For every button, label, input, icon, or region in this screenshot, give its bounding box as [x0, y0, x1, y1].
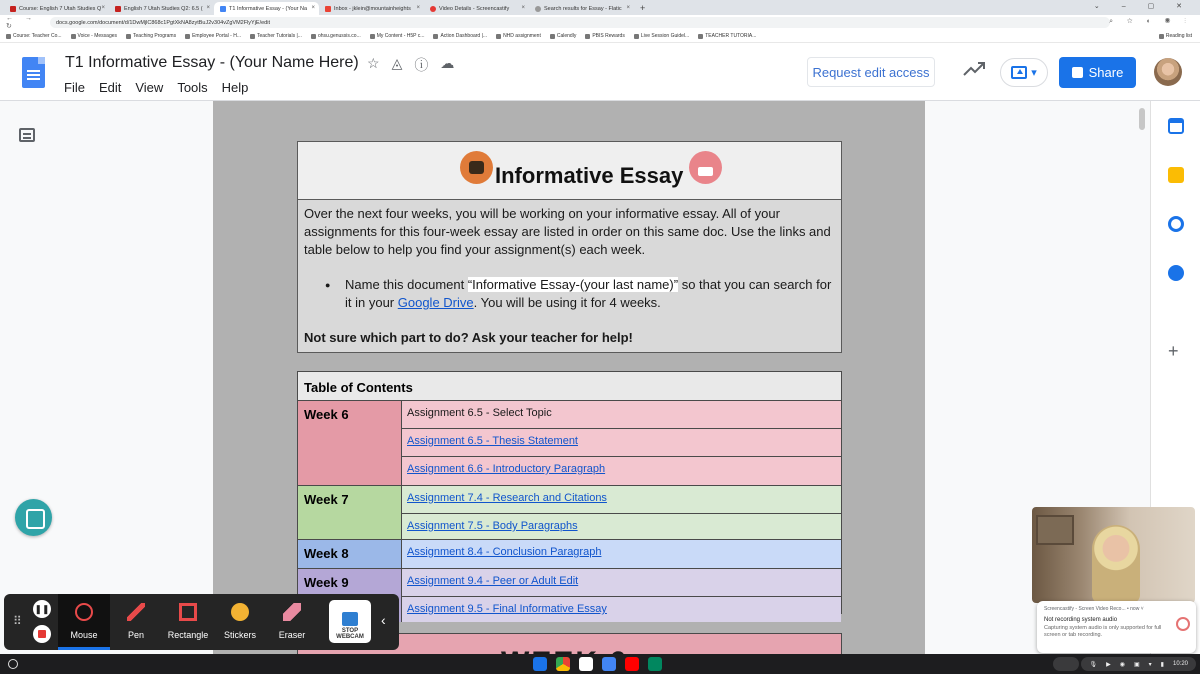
tool-stickers[interactable]: Stickers: [214, 594, 266, 650]
media-icon: ▶: [1106, 661, 1111, 668]
naming-instruction: ● Name this document “Informative Essay-(your last name)” so that you can search for it in your Google Drive. You will be using it for 4 weeks.: [304, 276, 835, 312]
table-row: [298, 486, 841, 540]
files-icon[interactable]: [533, 657, 547, 671]
nav-buttons[interactable]: ← → ↻: [6, 15, 37, 30]
notification-app: Screencastify - Screen Video Reco... • now ˅: [1044, 606, 1144, 612]
add-addon-icon[interactable]: +: [1168, 341, 1179, 361]
tool-rectangle[interactable]: Rectangle: [162, 594, 214, 650]
menu-edit[interactable]: Edit: [98, 80, 122, 95]
lock-icon: [1072, 67, 1083, 78]
assignment-link[interactable]: Assignment 6.6 - Introductory Paragraph: [407, 463, 606, 475]
collapse-toolbar-icon[interactable]: ‹: [381, 612, 386, 628]
app-dock: [533, 657, 662, 671]
star-icon[interactable]: ☆: [367, 55, 380, 71]
bookmark-icon: [496, 34, 501, 39]
notification-body: Capturing system audio is only supported for full screen or tab recording.: [1044, 625, 1162, 638]
screencastify-icon: [1176, 617, 1190, 631]
bookmark[interactable]: Live Session Guidel...: [634, 33, 689, 39]
assignment-link[interactable]: Assignment 9.4 - Peer or Adult Edit: [402, 569, 841, 597]
week-label: Week 8: [298, 540, 402, 568]
bookmark-icon: [311, 34, 316, 39]
share-button[interactable]: Share: [1059, 57, 1136, 88]
close-icon[interactable]: ×: [101, 5, 105, 11]
menu-tools[interactable]: Tools: [177, 80, 208, 95]
assignment-link[interactable]: Assignment 9.5 - Final Informative Essay: [407, 603, 607, 615]
screencastify-icon: [430, 6, 436, 12]
teacher-laptop-icon: [689, 151, 722, 184]
bookmark[interactable]: Voice - Messages: [71, 33, 117, 39]
docs-logo-icon[interactable]: [22, 57, 45, 88]
chrome-icon[interactable]: [556, 657, 570, 671]
present-button[interactable]: [1000, 58, 1048, 87]
browser-tab-active[interactable]: T1 Informative Essay - (Your Na ×: [214, 2, 319, 15]
contacts-icon[interactable]: [1168, 265, 1184, 281]
youtube-icon[interactable]: [625, 657, 639, 671]
bookmark-icon: [550, 34, 555, 39]
assignment-link[interactable]: Assignment 7.4 - Research and Citations: [402, 486, 841, 514]
docs-icon: [220, 6, 226, 12]
intro-paragraph: Over the next four weeks, you will be working on your informative essay. All of your assignments for this four-week essay are listed in order on this same doc. Use the links and table below to help you find your assignment(s) each week.: [304, 206, 831, 257]
bookmark-icon: [634, 34, 639, 39]
close-icon[interactable]: ×: [311, 5, 315, 11]
bookmark[interactable]: Teaching Programs: [126, 33, 176, 39]
help-note: Not sure which part to do? Ask your teacher for help!: [304, 330, 633, 345]
school-icon: [115, 6, 121, 12]
bookmark-icon: [185, 34, 190, 39]
new-tab-button[interactable]: +: [640, 3, 646, 13]
essay-heading: Informative Essay: [495, 163, 684, 188]
accessibility-button[interactable]: [15, 499, 52, 536]
menu-file[interactable]: File: [64, 80, 85, 95]
school-icon: [10, 6, 16, 12]
calendar-icon[interactable]: [1168, 118, 1184, 134]
clock: 10:20: [1172, 661, 1188, 667]
present-icon: [1011, 66, 1027, 79]
table-row: [298, 401, 841, 486]
week-label: Week 6: [298, 401, 402, 485]
student-laptop-icon: [460, 151, 493, 184]
week-label: Week 7: [298, 486, 402, 539]
bookmark[interactable]: Employee Portal - H...: [185, 33, 241, 39]
pen-icon: [127, 603, 145, 621]
system-notification[interactable]: [1037, 601, 1196, 653]
stop-recording-button[interactable]: [33, 625, 51, 643]
browser-tab[interactable]: English 7 Utah Studies Q2: 6.5 ( ×: [109, 2, 214, 15]
drag-handle-icon[interactable]: ⠿: [13, 614, 22, 628]
bookmark-icon: [126, 34, 131, 39]
gmail-icon[interactable]: [579, 657, 593, 671]
docs-icon[interactable]: [602, 657, 616, 671]
intro-header: [298, 142, 841, 200]
bookmark[interactable]: Course: Teacher Co...: [6, 33, 62, 39]
docs-header: [0, 43, 1200, 101]
intro-box: [297, 141, 842, 353]
screencastify-toolbar: [4, 594, 399, 650]
intro-body: [298, 200, 841, 352]
browser-tab-strip: [0, 0, 1200, 15]
gmail-icon: [325, 6, 331, 12]
chevron-down-icon: ▾: [1031, 67, 1037, 79]
keep-icon[interactable]: [1168, 167, 1184, 183]
menu-bar: [64, 80, 248, 95]
stop-webcam-button[interactable]: STOP WEBCAM: [329, 600, 371, 643]
window-controls[interactable]: ⌄ – ▢ ✕: [1093, 3, 1192, 10]
webcam-icon: [342, 612, 358, 626]
info-icon[interactable]: ⓘ: [414, 57, 429, 73]
bookmark[interactable]: ohsu.genussis.co...: [311, 33, 361, 39]
close-icon[interactable]: ×: [206, 5, 210, 11]
notifications-icon: ◉: [1119, 661, 1125, 668]
browser-tab[interactable]: Course: English 7 Utah Studies Q ×: [4, 2, 109, 15]
wifi-icon: ▾: [1148, 661, 1152, 668]
webcam-overlay[interactable]: [1032, 507, 1195, 603]
pause-button[interactable]: ❚❚: [33, 600, 51, 618]
assignment-link[interactable]: Assignment 8.4 - Conclusion Paragraph: [407, 546, 602, 558]
rectangle-icon: [179, 603, 197, 621]
bookmark[interactable]: Teacher Tutorials |...: [250, 33, 302, 39]
search-icon: [535, 6, 541, 12]
battery-icon: ▮: [1160, 661, 1164, 668]
bookmark-icon: [585, 34, 590, 39]
status-tray[interactable]: [1081, 657, 1196, 671]
document-title[interactable]: T1 Informative Essay - (Your Name Here): [65, 54, 359, 71]
address-bar-row: [0, 15, 1200, 30]
screen-capture-icon: ▣: [1133, 661, 1140, 668]
request-edit-access-button[interactable]: Request edit access: [807, 57, 935, 87]
url-input[interactable]: docs.google.com/document/d/1DwMjlC868c1PgtXkNA8zytBuJ2v304vZgVM2FlyYjE/edit: [50, 17, 1110, 28]
assignment-link[interactable]: Assignment 6.5 - Thesis Statement: [402, 429, 841, 457]
bookmark-icon: [370, 34, 375, 39]
eraser-icon: [283, 603, 301, 621]
table-of-contents: [297, 371, 842, 614]
avatar[interactable]: [1154, 58, 1182, 86]
bookmark-icon: [698, 34, 703, 39]
bookmarks-bar: [0, 30, 1200, 43]
tray-capture[interactable]: [1053, 657, 1079, 671]
activity-trend-icon[interactable]: [963, 61, 985, 77]
tasks-icon[interactable]: [1168, 216, 1184, 232]
notification-title: Not recording system audio: [1044, 617, 1118, 623]
menu-help[interactable]: Help: [221, 80, 249, 95]
reading-list[interactable]: Reading list: [1159, 33, 1192, 39]
close-icon[interactable]: ×: [416, 5, 420, 11]
google-drive-link[interactable]: Google Drive: [397, 295, 474, 310]
browser-tab[interactable]: Inbox - jklein@mountainheights ×: [319, 2, 424, 15]
scrollbar[interactable]: [1139, 108, 1145, 130]
os-shelf: [0, 654, 1200, 674]
play-store-icon[interactable]: [648, 657, 662, 671]
bookmark-icon: [433, 34, 438, 39]
tool-eraser[interactable]: Eraser: [266, 594, 318, 650]
week-label: Week 9: [298, 569, 402, 622]
bookmark[interactable]: Action Dashboard |...: [433, 33, 487, 39]
mic-icon: 🎙: [1089, 661, 1098, 668]
bookmark-icon: [6, 34, 11, 39]
reading-list-icon: [1159, 34, 1164, 39]
browser-tab[interactable]: Search results for Essay - Flatic ×: [529, 2, 634, 15]
browser-tab[interactable]: Video Details - Screencastify ×: [424, 2, 529, 15]
webcam-presenter: [1092, 525, 1140, 603]
launcher-icon[interactable]: [8, 659, 18, 669]
close-icon[interactable]: ×: [626, 5, 630, 11]
toc-heading: Table of Contents: [298, 372, 841, 401]
document-outline-icon[interactable]: [19, 128, 35, 142]
mouse-icon: [75, 603, 93, 621]
bookmark[interactable]: My Content - H5P c...: [370, 33, 425, 39]
tool-pen[interactable]: Pen: [110, 594, 162, 650]
title-icons: [367, 55, 454, 75]
menu-view[interactable]: View: [135, 80, 164, 95]
drive-shortcut-icon[interactable]: ◬: [391, 55, 403, 71]
extension-icons[interactable]: ⌕ ☆ ◐ ◉ ⋮: [1109, 18, 1192, 25]
bookmark[interactable]: TEACHER TUTORIA...: [698, 33, 756, 39]
assignment-link[interactable]: Assignment 7.5 - Body Paragraphs: [407, 520, 578, 532]
close-icon[interactable]: ×: [521, 5, 525, 11]
bookmark[interactable]: Calendly: [550, 33, 576, 39]
cloud-status-icon[interactable]: ☁: [440, 55, 455, 71]
bookmark[interactable]: NHD assignment: [496, 33, 541, 39]
sticker-icon: [231, 603, 249, 621]
table-row: [298, 540, 841, 569]
webcam-background: [1036, 515, 1074, 545]
assignment-item: Assignment 6.5 - Select Topic: [402, 401, 841, 429]
tool-mouse[interactable]: Mouse: [58, 594, 110, 650]
bookmark[interactable]: PBIS Rewards: [585, 33, 625, 39]
bookmark-icon: [250, 34, 255, 39]
bookmark-icon: [71, 34, 76, 39]
